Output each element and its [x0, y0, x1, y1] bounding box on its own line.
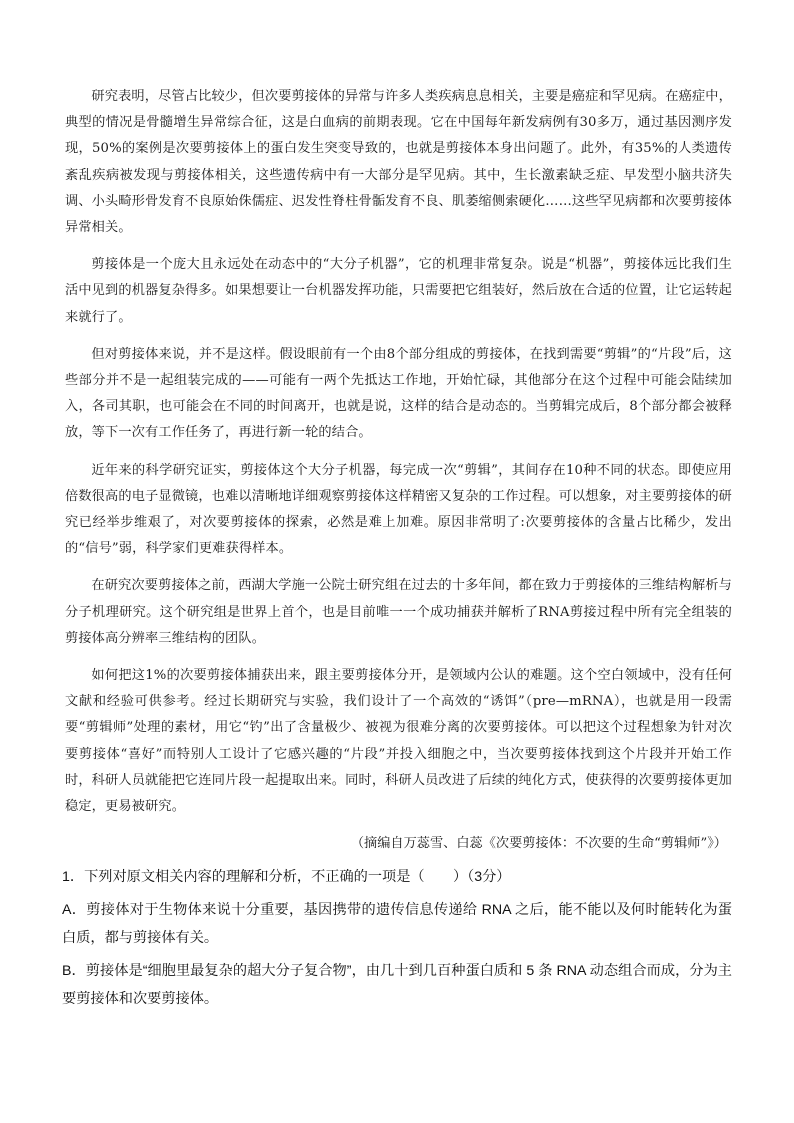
option-a: A．剪接体对于生物体来说十分重要，基因携带的遗传信息传递给 RNA 之后，能不能以及何时能转化为蛋白质，都与剪接体有关。 [62, 901, 732, 947]
article-paragraph-3: 但对剪接体来说，并不是这样。假设眼前有一个由8个部分组成的剪接体，在找到需要“剪辑”的“片段”后，这些部分并不是一起组装完成的——可能有一两个先抵达工作地，开始忙碌，其他部分在这个过程中可能会陆续加入，各司其职，也可能会在不同的时间离开，也就是说，这样的结合是动态的。当剪辑完成后，8个部分都会被释放，等下一次有工作任务了，再进行新一轮的结合。 [65, 346, 732, 441]
article-paragraph-6: 如何把这1%的次要剪接体捕获出来，跟主要剪接体分开，是领域内公认的难题。这个空白领域中，没有任何文献和经验可供参考。经过长期研究与实验，我们设计了一个高效的“诱饵”（pre—mRNA），也就是用一段需要“剪辑师”处理的素材，用它“钓”出了含量极少、被视为很难分离的次要剪接体。可以把这个过程想象为针对次要剪接体“喜好”而特别人工设计了它感兴趣的“片段”并投入细胞之中，当次要剪接体找到这个片段并开始工作时，科研人员就能把它连同片段一起提取出来。同时，科研人员改进了后续的纯化方式，使获得的次要剪接体更加稳定，更易被研究。 [65, 668, 732, 815]
question-stem: 1．下列对原文相关内容的理解和分析，不正确的一项是（ ）（3分） [62, 869, 511, 886]
article-source: （摘编自万蕊雪、白蕊《次要剪接体：不次要的生命“剪辑师”》） [350, 836, 727, 852]
page-content [62, 84, 732, 1018]
article-paragraph-4: 近年来的科学研究证实，剪接体这个大分子机器，每完成一次“剪辑”，其间存在10种不同的状态。即使应用倍数很高的电子显微镜，也难以清晰地详细观察剪接体这样精密又复杂的工作过程。可以想象，对主要剪接体的研究已经举步维艰了，对次要剪接体的探索，必然是难上加难。原因非常明了:次要剪接体的含量占比稀少，发出的“信号”弱，科学家们更难获得样本。 [65, 462, 732, 557]
article-paragraph-5: 在研究次要剪接体之前，西湖大学施一公院士研究组在过去的十多年间，都在致力于剪接体的三维结构解析与分子机理研究。这个研究组是世界上首个，也是目前唯一一个成功捕获并解析了RNA剪接过程中所有完全组装的剪接体高分辨率三维结构的团队。 [65, 578, 732, 646]
article-paragraph-1: 研究表明，尽管占比较少，但次要剪接体的异常与许多人类疾病息息相关，主要是癌症和罕见病。在癌症中，典型的情况是骨髓增生异常综合征，这是白血病的前期表现。它在中国每年新发病例有30多万，通过基因测序发现，50%的案例是次要剪接体上的蛋白发生突变导致的，也就是剪接体本身出问题了。此外，有35%的人类遗传紊乱疾病被发现与剪接体相关，这些遗传病中有一大部分是罕见病。其中，生长激素缺乏症、早发型小脑共济失调、小头畸形骨发育不良原始侏儒症、迟发性脊柱骨骺发育不良、肌萎缩侧索硬化……这些罕见病都和次要剪接体异常相关。 [65, 89, 732, 236]
option-b: B．剪接体是“细胞里最复杂的超大分子复合物”，由几十到几百种蛋白质和 5 条 RNA 动态组合而成，分为主要剪接体和次要剪接体。 [62, 962, 732, 1008]
article-paragraph-2: 剪接体是一个庞大且永远处在动态中的“大分子机器”，它的机理非常复杂。说是“机器”，剪接体远比我们生活中见到的机器复杂得多。如果想要让一台机器发挥功能，只需要把它组装好，然后放在合适的位置，让它运转起来就行了。 [65, 257, 732, 325]
